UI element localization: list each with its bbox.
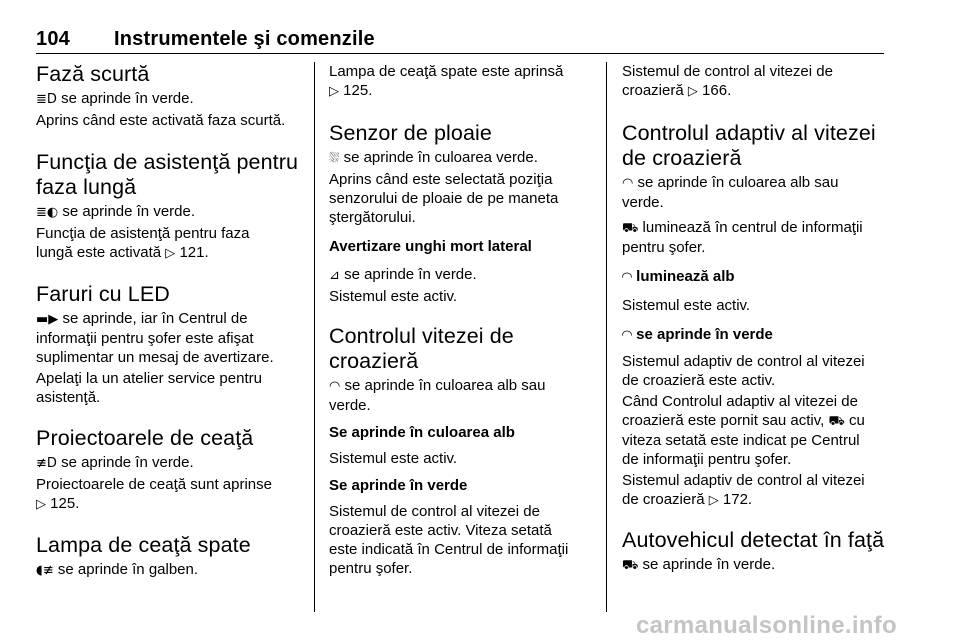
cruise-control-icon: ◠ [622,328,632,343]
subsection-title-blind-spot: Avertizare unghi mort lateral [329,238,532,255]
paragraph: ⛟ se aprinde în verde. [622,556,776,573]
high-beam-assist-icon: ≣◐ [36,205,59,220]
paragraph: Sistemul adaptiv de control al vitezei de croazieră este activ. [622,353,865,389]
page-ref-arrow-icon: ▷ [165,246,176,261]
paragraph: Sistemul este activ. [329,288,458,305]
section-title-front-fog: Proiectoarele de ceaţă [36,426,254,450]
page-number: 104 [36,28,70,50]
column-divider [606,62,607,612]
paragraph: ⛆ se aprinde în culoarea verde. [329,149,538,166]
subsection-title-white: ◠ luminează alb [622,268,735,285]
section-title-led-headlights: Faruri cu LED [36,282,170,306]
paragraph: ≣D se aprinde în verde. [36,90,194,107]
cruise-control-icon: ◠ [329,379,341,394]
paragraph: Sistemul adaptiv de control al vitezei de croazieră ▷ 172. [622,472,865,508]
page-ref-arrow-icon: ▷ [36,497,46,512]
paragraph: Când Controlul adaptiv al vitezei de croazieră este pornit sau activ, ⛟ cu viteza setată este indicat pe Centrul de informaţii pentru şofer. [622,393,865,468]
paragraph: ⊿ se aprinde în verde. [329,266,477,283]
section-title-rain-sensor: Senzor de ploaie [329,121,492,145]
column-1 [36,62,304,580]
paragraph: Aprins când este selectată poziţia senzorului de ploaie de pe maneta ştergătorului. [329,171,559,226]
vehicle-ahead-icon: ⛟ [828,414,845,429]
page-ref-arrow-icon: ▷ [329,84,339,99]
paragraph: ≢D se aprinde în verde. [36,454,194,471]
low-beam-icon: ≣D [36,92,57,107]
cruise-control-icon: ◠ [622,270,632,285]
subsection-title-green: Se aprinde în verde [329,477,468,494]
page-ref-arrow-icon: ▷ [708,493,719,508]
paragraph: Lampa de ceaţă spate este aprinsă ▷ 125. [329,63,564,99]
paragraph: Funcţia de asistenţă pentru faza lungă este activată ▷ 121. [36,225,250,261]
paragraph: Aprins când este activată faza scurtă. [36,112,286,129]
watermark: carmanualsonline.info [636,612,898,639]
paragraph: ≣◐ se aprinde în verde. [36,203,196,220]
cruise-control-icon: ◠ [622,176,634,191]
page-header [36,28,375,51]
paragraph: ▬▶ se aprinde, iar în Centrul de informaţii pentru şofer este afişat suplimentar un mesaj de avertizare. [36,310,274,366]
paragraph: ◠ se aprinde în culoarea alb sau verde. [622,174,839,211]
page-ref-arrow-icon: ▷ [687,84,698,99]
section-title-low-beam: Fază scurtă [36,62,150,86]
column-2 [329,62,594,578]
section-title-rear-fog: Lampa de ceaţă spate [36,533,251,557]
subsection-title-white: Se aprinde în culoarea alb [329,424,515,441]
header-rule [36,53,884,54]
subsection-title-green: ◠ se aprinde în verde [622,326,773,343]
paragraph: Sistemul de control al vitezei de croazieră este activ. Viteza setată este indicată în Centrul de informaţii pentru şofer. [329,503,569,577]
vehicle-ahead-icon: ⛟ [622,558,639,573]
section-title-high-beam-assist: Funcţia de asistenţă pentru faza lungă [36,150,299,199]
led-headlight-icon: ▬▶ [36,312,59,327]
section-title-cruise-control: Controlul vitezei de croazieră [329,324,514,373]
section-title-adaptive-cruise: Controlul adaptiv al vitezei de croazieră [622,121,876,170]
rear-fog-icon: ◖≢ [36,563,54,578]
column-divider [314,62,315,612]
paragraph: ⛟ luminează în centrul de informaţii pentru şofer. [622,219,863,256]
paragraph: Proiectoarele de ceaţă sunt aprinse ▷ 125. [36,476,272,512]
blind-spot-icon: ⊿ [329,268,340,283]
paragraph: Sistemul de control al vitezei de croazieră ▷ 166. [622,63,833,99]
paragraph: ◠ se aprinde în culoarea alb sau verde. [329,377,546,414]
paragraph: Sistemul este activ. [329,450,458,467]
paragraph: Apelaţi la un atelier service pentru asistenţă. [36,370,262,406]
section-title-vehicle-ahead: Autovehicul detectat în faţă [622,528,885,552]
column-3 [622,62,890,575]
paragraph: ◖≢ se aprinde în galben. [36,561,199,578]
page-title: Instrumentele şi comenzile [114,28,375,50]
rain-sensor-icon: ⛆ [329,151,340,166]
front-fog-icon: ≢D [36,456,57,471]
paragraph: Sistemul este activ. [622,297,751,314]
vehicle-ahead-icon: ⛟ [622,221,639,236]
